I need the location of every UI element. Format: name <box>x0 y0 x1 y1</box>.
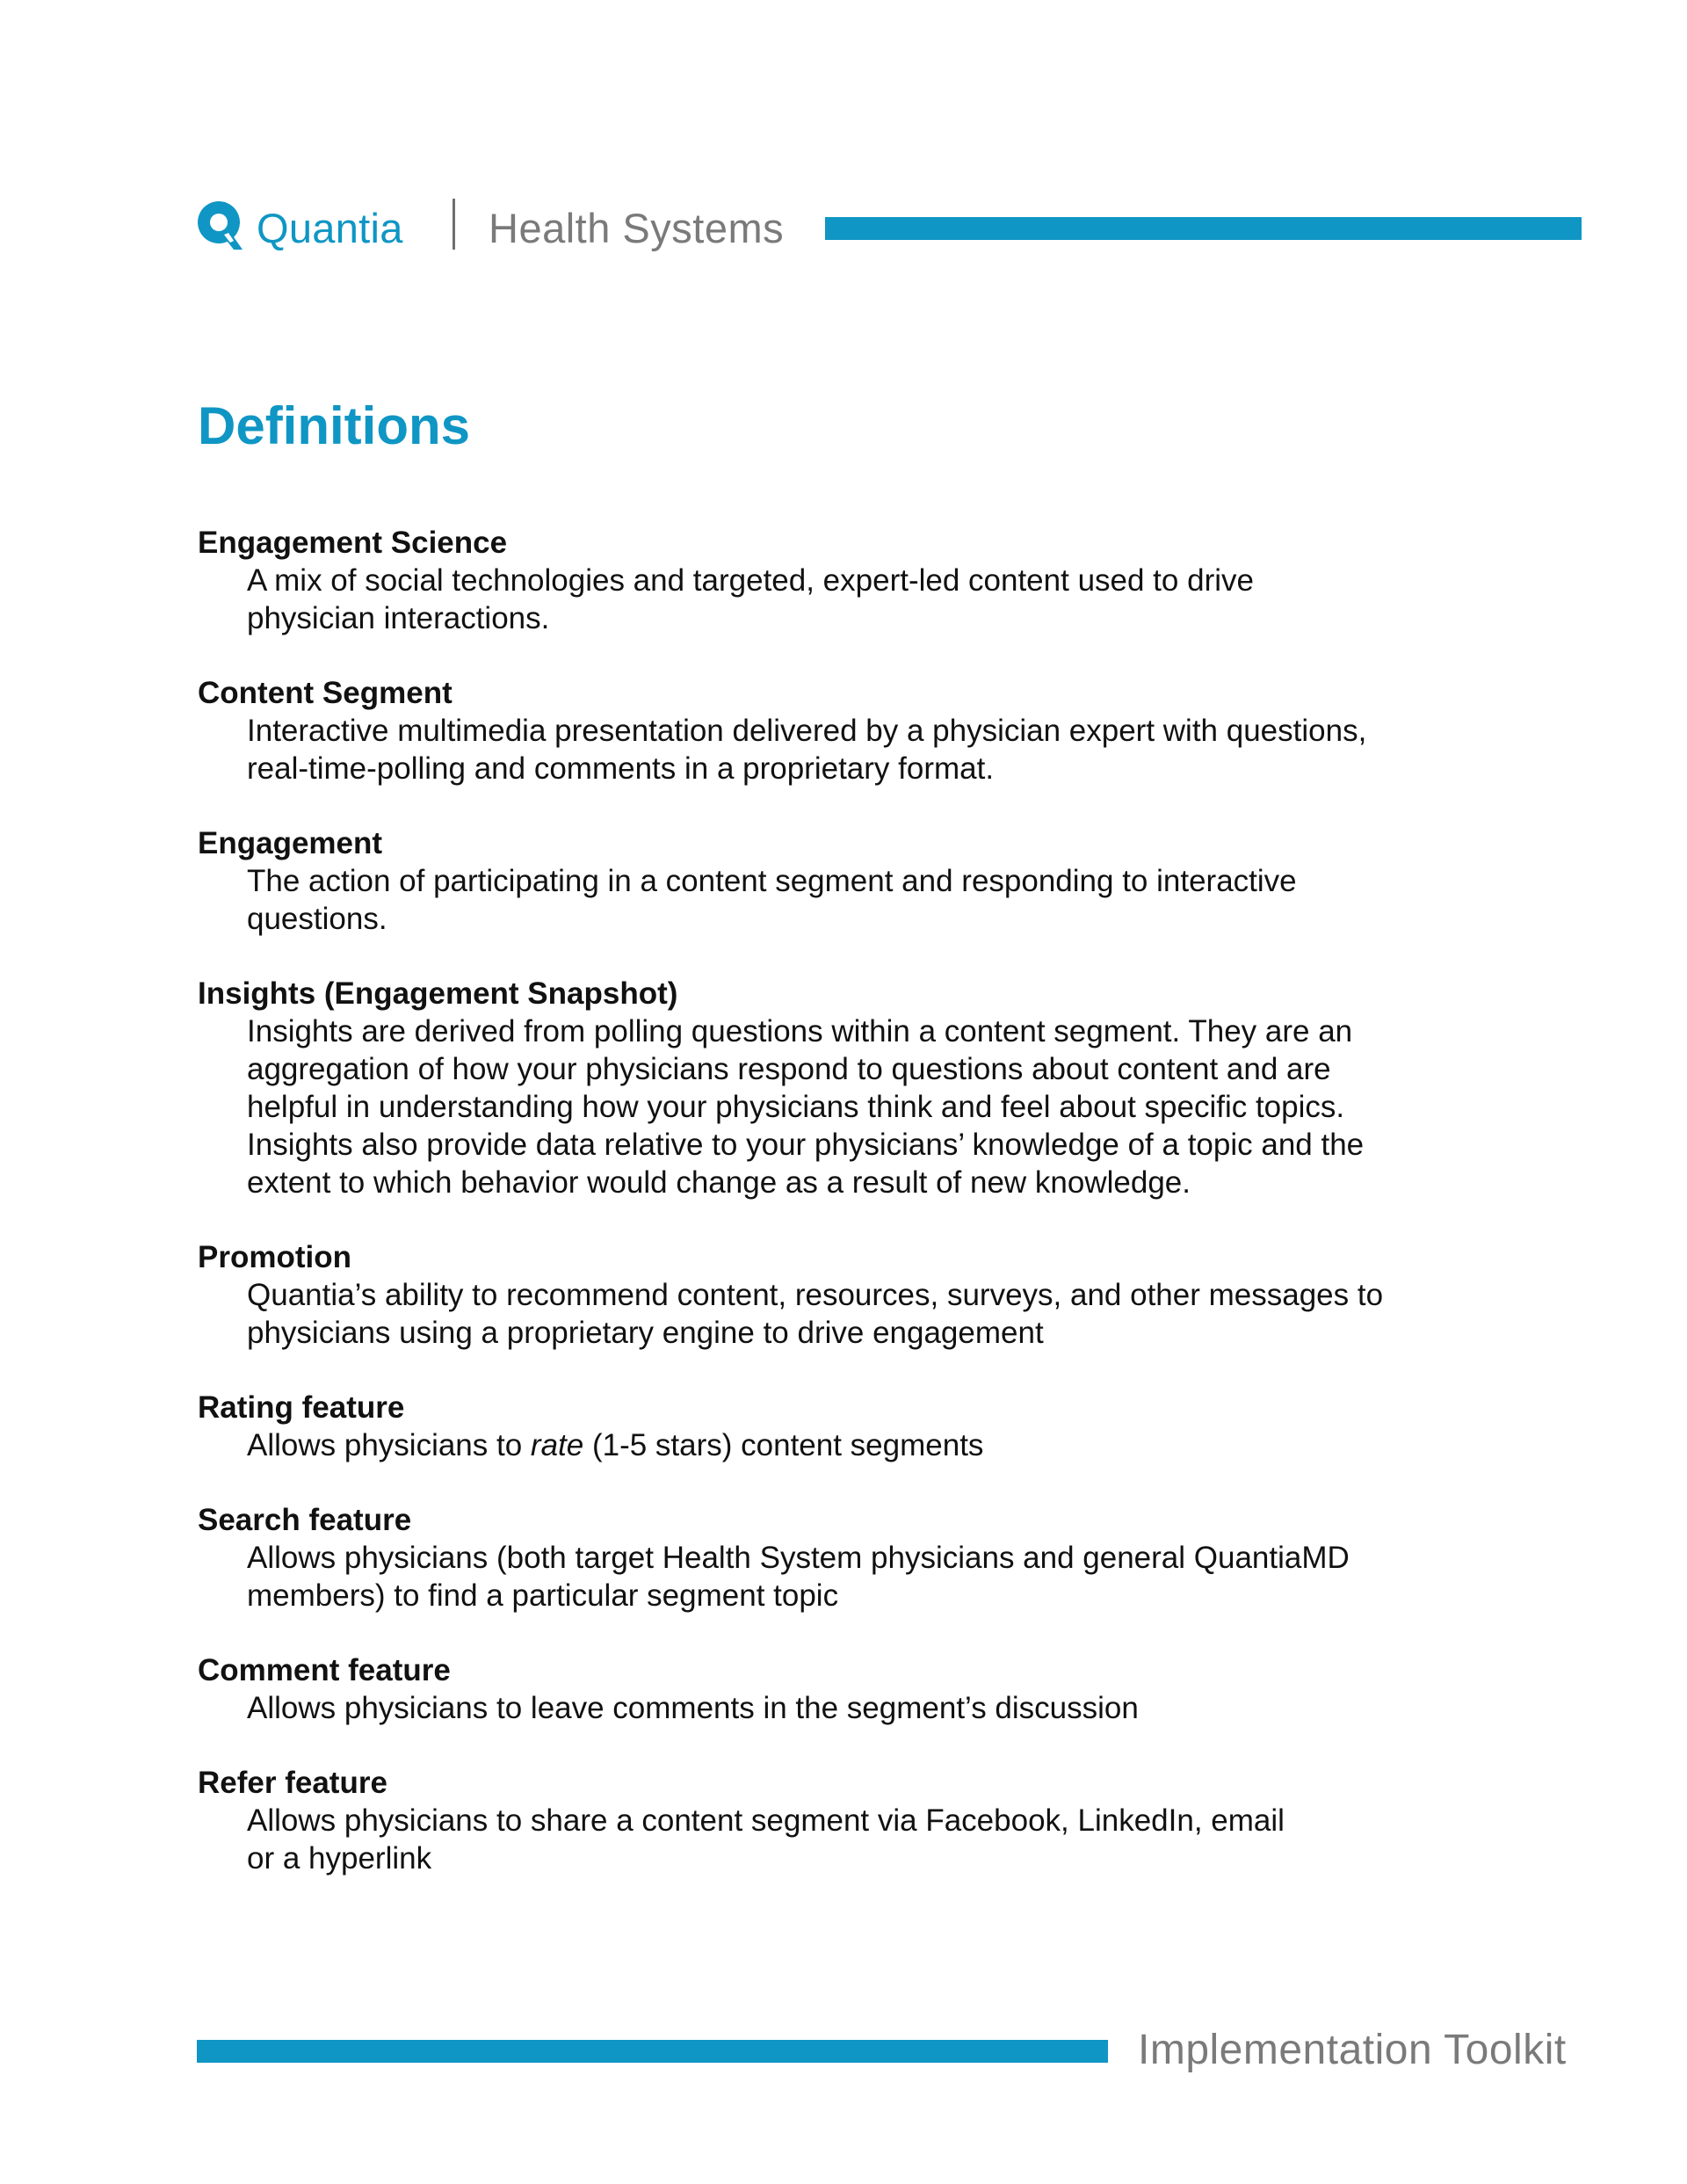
footer-label: Implementation Toolkit <box>1138 2027 1567 2073</box>
description-line: A mix of social technologies and targeted, expert-led content used to drive <box>247 563 1254 598</box>
definition-term: Refer feature <box>198 1766 387 1800</box>
definition-description <box>198 1012 1516 1201</box>
description-line: Quantia’s ability to recommend content, resources, surveys, and other messages to <box>247 1278 1384 1312</box>
definition-term: Rating feature <box>198 1390 405 1425</box>
definition-term: Engagement <box>198 826 383 860</box>
description-line: extent to which behavior would change as a result of new knowledge. <box>247 1165 1191 1200</box>
description-line: or a hyperlink <box>247 1841 432 1876</box>
description-line: members) to find a particular segment topic <box>247 1578 839 1613</box>
description-line: physician interactions. <box>247 601 550 635</box>
definition-term: Engagement Science <box>198 526 508 560</box>
definition-description <box>198 1276 1516 1352</box>
header-accent-bar <box>825 217 1582 240</box>
rating-text-after: (1-5 stars) content segments <box>583 1428 984 1462</box>
definition-term: Insights (Engagement Snapshot) <box>198 976 678 1011</box>
definition-description <box>198 862 1516 938</box>
page-title: Definitions <box>198 396 470 455</box>
description-line: Allows physicians to share a content segment via Facebook, LinkedIn, email <box>247 1803 1285 1838</box>
description-line: Interactive multimedia presentation delivered by a physician expert with questions, <box>247 714 1367 748</box>
description-line <box>247 1426 1516 1464</box>
definition-description <box>198 562 1516 637</box>
description-line: physicians using a proprietary engine to drive engagement <box>247 1316 1044 1350</box>
description-line: Insights also provide data relative to your physicians’ knowledge of a topic and the <box>247 1128 1365 1162</box>
definitions-list <box>198 524 1516 1914</box>
definition-rating-feature <box>198 1389 1516 1464</box>
definition-comment-feature <box>198 1651 1516 1727</box>
definition-description <box>198 1426 1516 1464</box>
definition-term: Content Segment <box>198 676 453 710</box>
definition-description <box>198 712 1516 787</box>
definition-term: Search feature <box>198 1503 412 1537</box>
description-line: The action of participating in a content segment and responding to interactive <box>247 864 1297 898</box>
description-line: Allows physicians to leave comments in the segment’s discussion <box>247 1691 1139 1725</box>
brand-subtitle: Health Systems <box>489 205 785 251</box>
page-header <box>195 195 1582 257</box>
definition-term: Comment feature <box>198 1653 451 1687</box>
description-line: real-time-polling and comments in a proprietary format. <box>247 751 995 786</box>
header-divider <box>453 199 455 250</box>
description-line: aggregation of how your physicians respond to questions about content and are <box>247 1052 1331 1086</box>
definition-refer-feature <box>198 1764 1516 1877</box>
rating-text-before: Allows physicians to <box>247 1428 531 1462</box>
definition-description <box>198 1802 1516 1877</box>
description-line: Allows physicians (both target Health System physicians and general QuantiaMD <box>247 1541 1350 1575</box>
definition-insights <box>198 975 1516 1201</box>
definition-engagement <box>198 824 1516 938</box>
definition-description <box>198 1689 1516 1727</box>
description-line: helpful in understanding how your physicians think and feel about specific topics. <box>247 1090 1345 1124</box>
definition-engagement-science <box>198 524 1516 637</box>
rating-emphasis: rate <box>530 1428 584 1462</box>
definition-search-feature <box>198 1501 1516 1614</box>
definition-content-segment <box>198 674 1516 787</box>
description-line: Insights are derived from polling questions within a content segment. They are an <box>247 1014 1353 1048</box>
definition-description <box>198 1539 1516 1614</box>
definition-promotion <box>198 1238 1516 1352</box>
brand-name: Quantia <box>257 205 403 251</box>
definition-term: Promotion <box>198 1240 351 1274</box>
quantia-q-logo-icon <box>195 199 246 253</box>
footer-accent-bar <box>197 2040 1108 2063</box>
description-line: questions. <box>247 902 387 936</box>
